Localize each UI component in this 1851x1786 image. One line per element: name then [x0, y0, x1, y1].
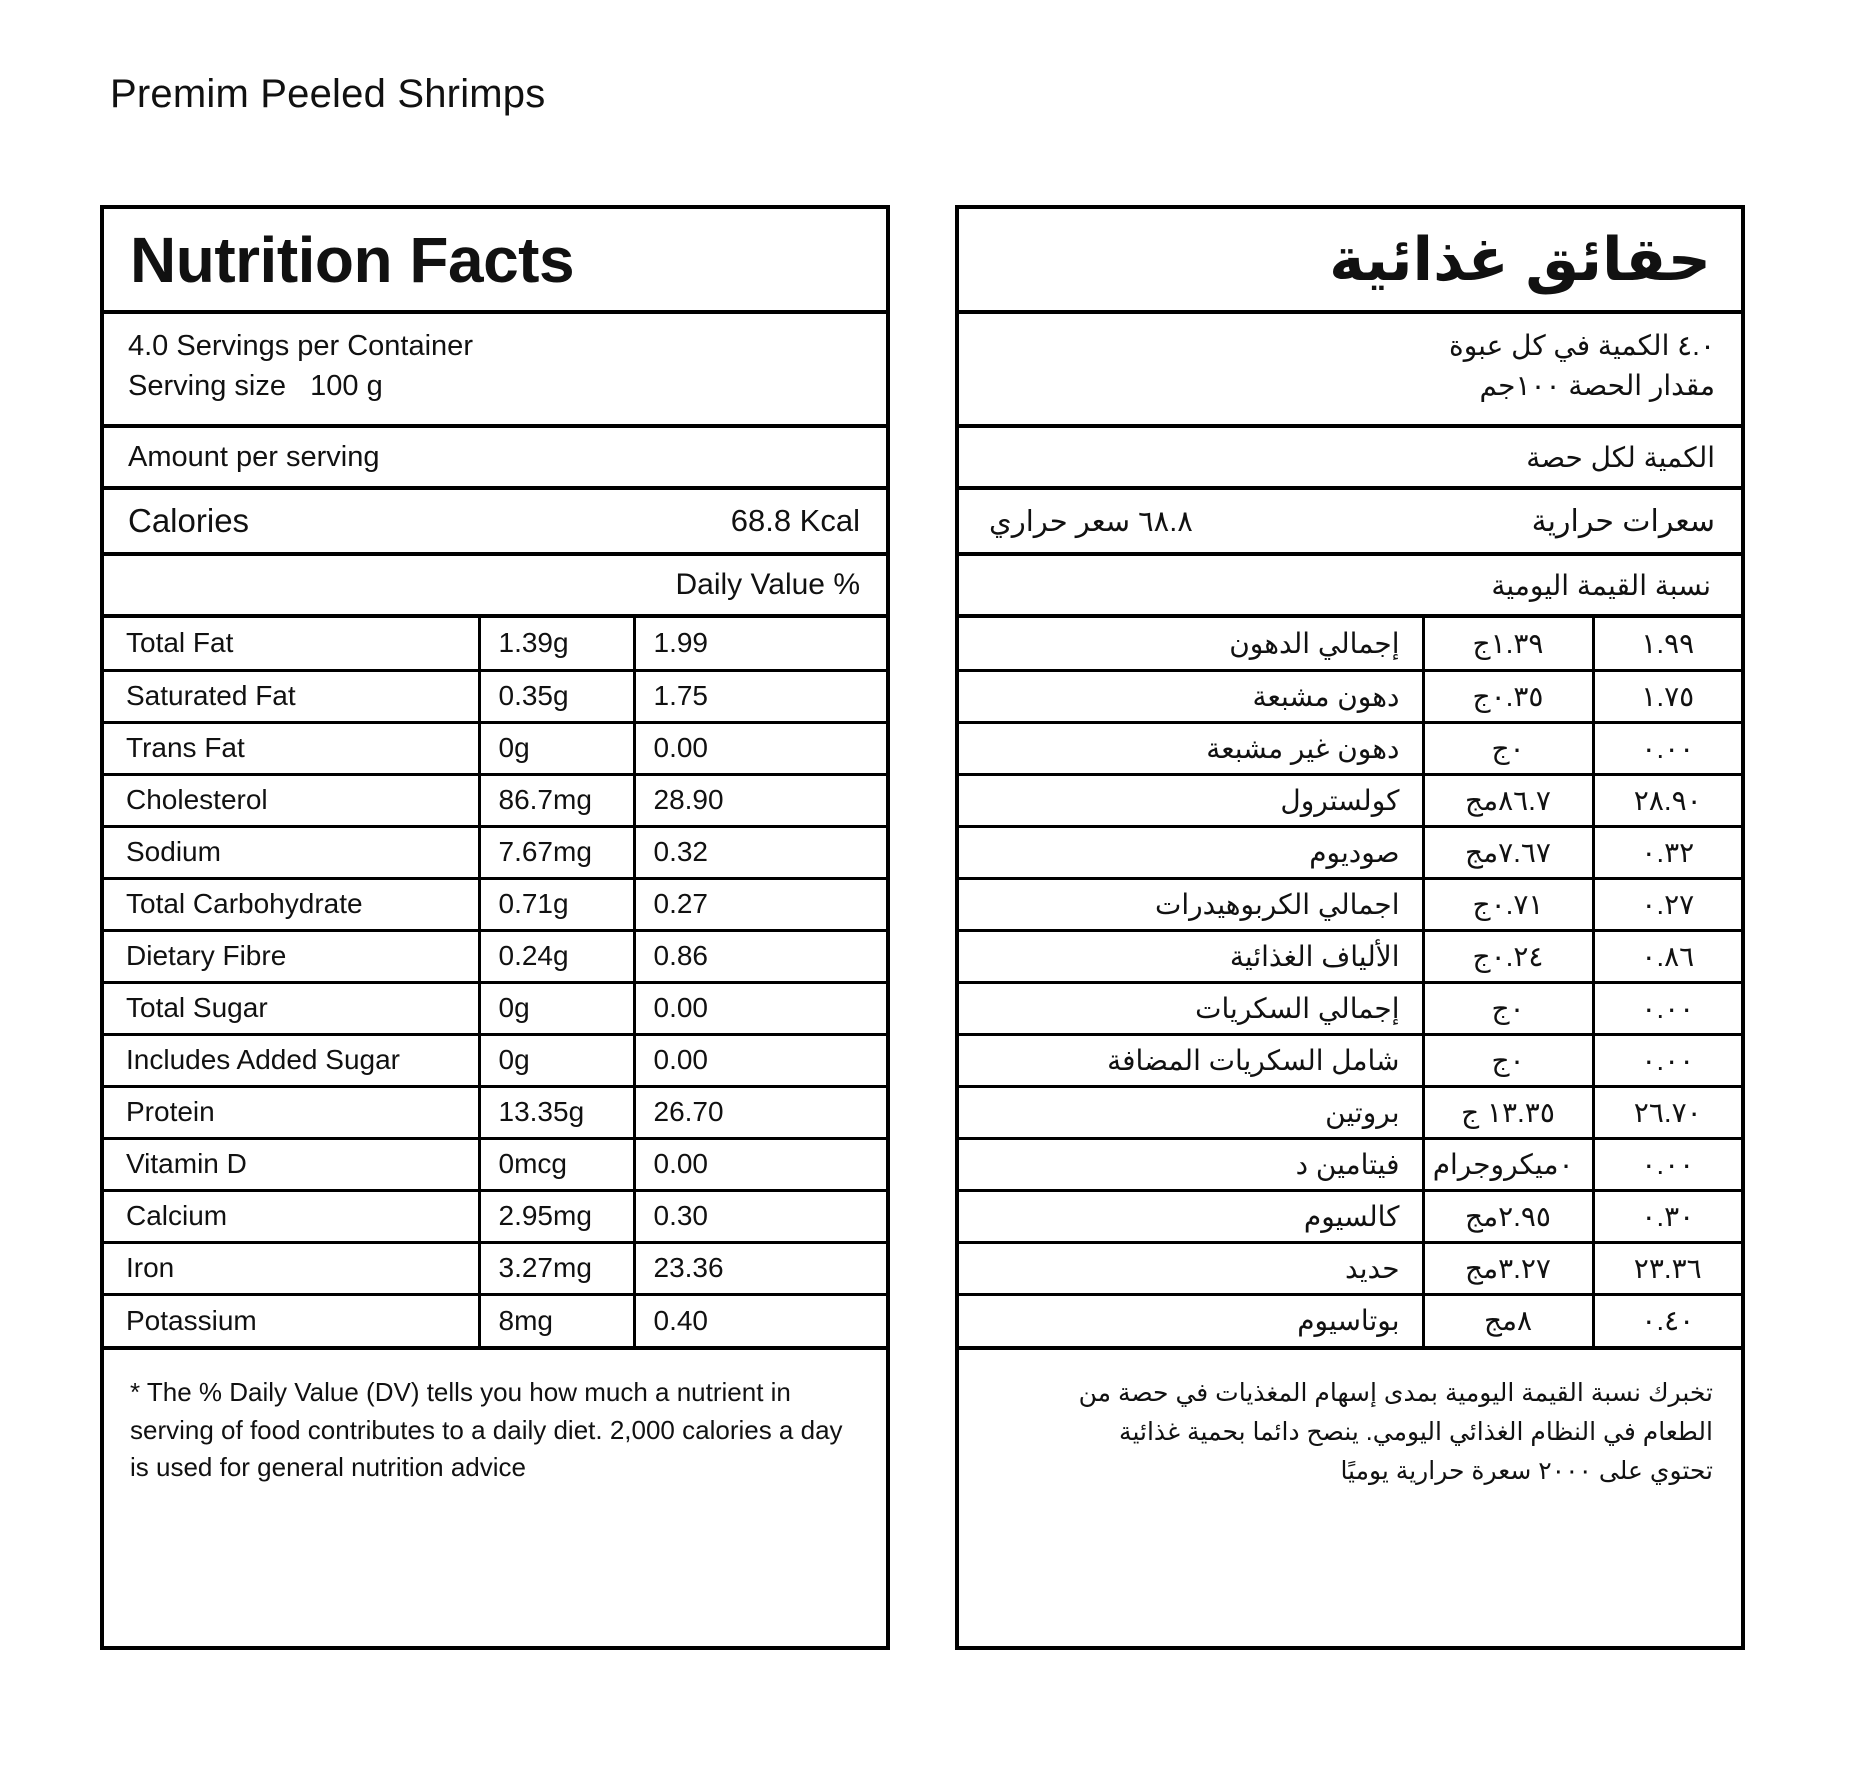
cell-amount: ٠ج	[1423, 1034, 1593, 1086]
cell-dv: 1.75	[634, 670, 886, 722]
cell-name: فيتامين د	[959, 1138, 1423, 1190]
cell-amount: ١٣.٣٥ ج	[1423, 1086, 1593, 1138]
arabic-heading: حقائق غذائية	[1329, 225, 1711, 293]
english-heading: Nutrition Facts	[130, 223, 575, 296]
cell-name: كولسترول	[959, 774, 1423, 826]
arabic-amount-per-serving-label: الكمية لكل حصة	[1526, 441, 1715, 473]
table-row	[959, 1294, 1741, 1346]
amount-per-serving-band	[104, 428, 886, 490]
cell-amount: 0.35g	[479, 670, 634, 722]
cell-dv: 0.00	[634, 722, 886, 774]
cell-name: اجمالي الكربوهيدرات	[959, 878, 1423, 930]
cell-amount: 1.39g	[479, 618, 634, 670]
cell-amount: ٠ج	[1423, 982, 1593, 1034]
table-row	[104, 1138, 886, 1190]
cell-amount: 0g	[479, 722, 634, 774]
cell-dv: ٠.٠٠	[1593, 1034, 1741, 1086]
cell-name: Iron	[104, 1242, 479, 1294]
serving-size: Serving size 100 g	[128, 370, 383, 403]
cell-amount: 86.7mg	[479, 774, 634, 826]
cell-name: دهون غير مشبعة	[959, 722, 1423, 774]
english-serving-band	[104, 314, 886, 428]
table-row	[959, 1242, 1741, 1294]
cell-name: Protein	[104, 1086, 479, 1138]
cell-name: Cholesterol	[104, 774, 479, 826]
cell-dv: ٠.٠٠	[1593, 722, 1741, 774]
daily-value-header: Daily Value %	[675, 568, 860, 601]
cell-name: شامل السكريات المضافة	[959, 1034, 1423, 1086]
cell-dv: ٠.٠٠	[1593, 1138, 1741, 1190]
cell-amount: 7.67mg	[479, 826, 634, 878]
english-footnote: * The % Daily Value (DV) tells you how much a nutrient in serving of food contributes to a daily diet. 2,000 calories a day is used for general nutrition advice	[104, 1346, 886, 1487]
cell-dv: ١.٧٥	[1593, 670, 1741, 722]
table-row	[104, 618, 886, 670]
cell-amount: ٠ميكروجرام	[1423, 1138, 1593, 1190]
cell-amount: 0.71g	[479, 878, 634, 930]
cell-name: حديد	[959, 1242, 1423, 1294]
nutrition-panel-english	[100, 205, 890, 1650]
cell-dv: 0.00	[634, 1034, 886, 1086]
cell-dv: ٢٣.٣٦	[1593, 1242, 1741, 1294]
cell-dv: ١.٩٩	[1593, 618, 1741, 670]
cell-name: إجمالي الدهون	[959, 618, 1423, 670]
cell-amount: ٧.٦٧مج	[1423, 826, 1593, 878]
cell-dv: 23.36	[634, 1242, 886, 1294]
cell-name: Includes Added Sugar	[104, 1034, 479, 1086]
cell-amount: 2.95mg	[479, 1190, 634, 1242]
arabic-footnote-line: تخبرك نسبة القيمة اليومية بمدى إسهام المغذيات في حصة من	[1078, 1379, 1713, 1407]
cell-dv: ٠.٢٧	[1593, 878, 1741, 930]
table-row	[104, 1190, 886, 1242]
cell-name: بروتين	[959, 1086, 1423, 1138]
arabic-calories-value: ٦٨.٨ سعر حراري	[989, 505, 1193, 538]
cell-dv: 0.40	[653, 1304, 708, 1336]
table-row	[959, 1086, 1741, 1138]
cell-dv: 0.86	[634, 930, 886, 982]
cell-name: بوتاسيوم	[1297, 1305, 1400, 1337]
arabic-footnote-line: الطعام في النظام الغذائي اليومي. ينصح دائما بحمية غذائية	[1119, 1417, 1713, 1446]
arabic-footnote	[959, 1346, 1741, 1490]
table-row	[959, 618, 1741, 670]
cell-amount: 0mcg	[479, 1138, 634, 1190]
arabic-daily-value-header: نسبة القيمة اليومية	[1491, 569, 1711, 601]
table-row	[959, 982, 1741, 1034]
arabic-amount-per-serving-band	[959, 428, 1741, 490]
cell-amount: 0g	[479, 982, 634, 1034]
cell-dv: 1.99	[634, 618, 886, 670]
table-row	[104, 774, 886, 826]
arabic-servings-per-container: ٤.٠ الكمية في كل عبوة	[1449, 330, 1715, 361]
table-row	[959, 670, 1741, 722]
cell-dv: 28.90	[634, 774, 886, 826]
cell-dv: 0.27	[634, 878, 886, 930]
cell-name: Saturated Fat	[104, 670, 479, 722]
nutrient-table-arabic	[959, 618, 1741, 1346]
table-row	[959, 1034, 1741, 1086]
cell-name: Total Sugar	[104, 982, 479, 1034]
cell-amount: 3.27mg	[479, 1242, 634, 1294]
cell-name: Calcium	[104, 1190, 479, 1242]
cell-amount: ٠.٧١ج	[1423, 878, 1593, 930]
cell-amount: ٨مج	[1423, 1294, 1593, 1346]
arabic-serving-size: مقدار الحصة ١٠٠جم	[1479, 369, 1715, 401]
table-row	[959, 774, 1741, 826]
table-row	[104, 826, 886, 878]
table-row	[104, 930, 886, 982]
cell-amount: ٠.٢٤ج	[1423, 930, 1593, 982]
cell-dv: 26.70	[634, 1086, 886, 1138]
cell-amount: 0g	[479, 1034, 634, 1086]
cell-amount: ٠.٣٥ج	[1423, 670, 1593, 722]
servings-per-container: 4.0 Servings per Container	[128, 330, 473, 362]
cell-dv: ٢٨.٩٠	[1593, 774, 1741, 826]
cell-name: Potassium	[104, 1294, 479, 1346]
daily-value-header-band	[104, 556, 886, 618]
arabic-footnote-line: تحتوي على ٢٠٠٠ سعرة حرارية يوميًا	[1340, 1456, 1713, 1485]
arabic-daily-value-header-band	[959, 556, 1741, 618]
table-row	[104, 670, 886, 722]
cell-dv: ٠.٣٠	[1593, 1190, 1741, 1242]
table-row	[104, 1034, 886, 1086]
cell-name: Total Carbohydrate	[104, 878, 479, 930]
cell-dv: 0.30	[634, 1190, 886, 1242]
cell-amount: ٠ج	[1423, 722, 1593, 774]
cell-amount: ١.٣٩ج	[1423, 618, 1593, 670]
cell-dv: 0.32	[634, 826, 886, 878]
nutrition-panel-arabic	[955, 205, 1745, 1650]
cell-name: كالسيوم	[959, 1190, 1423, 1242]
arabic-calories-label: سعرات حرارية	[1531, 504, 1715, 538]
table-row	[959, 1138, 1741, 1190]
table-row	[959, 878, 1741, 930]
table-row	[104, 1086, 886, 1138]
table-row	[959, 826, 1741, 878]
table-row	[104, 1294, 886, 1346]
cell-dv: ٠.٤٠	[1593, 1294, 1741, 1346]
cell-amount: ٢.٩٥مج	[1423, 1190, 1593, 1242]
table-row	[959, 722, 1741, 774]
table-row	[104, 1242, 886, 1294]
cell-name: Vitamin D	[104, 1138, 479, 1190]
arabic-calories-band	[959, 490, 1741, 556]
cell-name: دهون مشبعة	[959, 670, 1423, 722]
cell-dv: 0.00	[634, 1138, 886, 1190]
calories-value: 68.8 Kcal	[730, 503, 860, 538]
nutrient-table-english	[104, 618, 886, 1346]
page-title: Premim Peeled Shrimps	[110, 72, 546, 116]
calories-label: Calories	[128, 502, 250, 539]
table-row	[104, 982, 886, 1034]
cell-amount: ٨٦.٧مج	[1423, 774, 1593, 826]
cell-dv: ٢٦.٧٠	[1593, 1086, 1741, 1138]
cell-amount: 0.24g	[479, 930, 634, 982]
cell-name: صوديوم	[959, 826, 1423, 878]
cell-name: Total Fat	[104, 618, 479, 670]
cell-name: Trans Fat	[104, 722, 479, 774]
cell-dv: 0.00	[634, 982, 886, 1034]
cell-name: الألياف الغذائية	[959, 930, 1423, 982]
cell-amount: ٣.٢٧مج	[1423, 1242, 1593, 1294]
cell-dv: ٠.٠٠	[1593, 982, 1741, 1034]
calories-band	[104, 490, 886, 556]
table-row	[104, 878, 886, 930]
amount-per-serving-label: Amount per serving	[128, 440, 380, 473]
cell-amount: 8mg	[479, 1294, 634, 1346]
arabic-serving-band	[959, 314, 1741, 428]
cell-name: Dietary Fibre	[104, 930, 479, 982]
table-row	[959, 1190, 1741, 1242]
table-row	[104, 722, 886, 774]
cell-dv: ٠.٣٢	[1593, 826, 1741, 878]
cell-amount: 13.35g	[479, 1086, 634, 1138]
arabic-heading-band	[959, 209, 1741, 314]
english-heading-band	[104, 209, 886, 314]
table-row	[959, 930, 1741, 982]
cell-dv: ٠.٨٦	[1593, 930, 1741, 982]
cell-name: Sodium	[104, 826, 479, 878]
cell-name: إجمالي السكريات	[959, 982, 1423, 1034]
